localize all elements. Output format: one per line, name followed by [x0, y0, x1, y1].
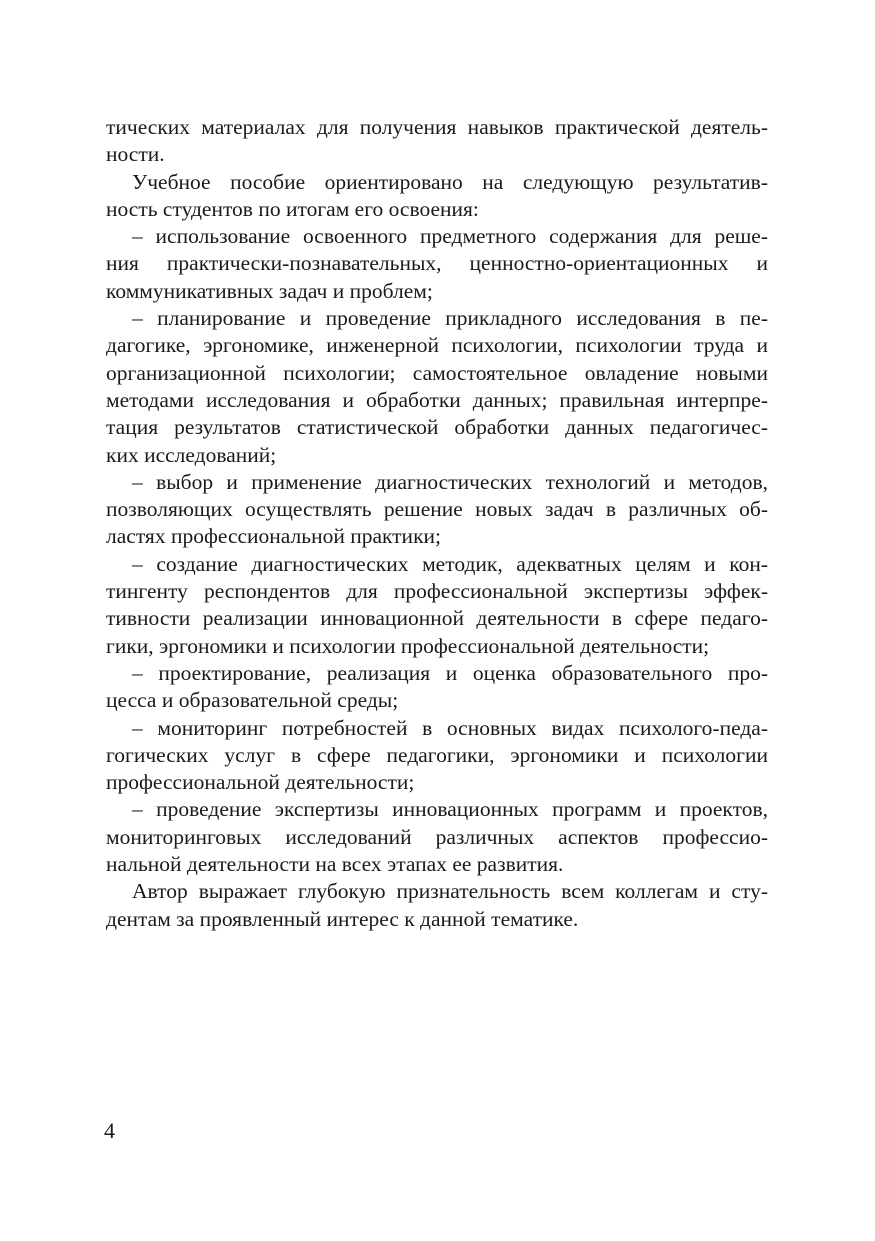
text-line: ности. [106, 142, 165, 167]
text-line: дентам за проявленный интерес к данной тематике. [106, 906, 579, 931]
text-line: – мониторинг потребностей в основных видах психолого-педа- [132, 715, 768, 740]
text-line: тивности реализации инновационной деятельности в сфере педаго- [106, 606, 768, 631]
text-line: дагогике, эргономике, инженерной психологии, психологии труда и [106, 333, 768, 358]
text-line: – проектирование, реализация и оценка образовательного про- [132, 660, 768, 685]
text-line: – использование освоенного предметного содержания для реше- [132, 224, 768, 249]
text-line: ких исследований; [106, 442, 277, 467]
text-line: Учебное пособие ориентировано на следующую результатив- [132, 169, 768, 194]
text-line: профессиональной деятельности; [106, 770, 415, 795]
text-line: – проведение экспертизы инновационных программ и проектов, [132, 797, 768, 822]
text-line: позволяющих осуществлять решение новых задач в различных об- [106, 497, 768, 522]
text-line: тация результатов статистической обработки данных педагогичес- [106, 415, 768, 440]
page-number: 4 [104, 1118, 115, 1143]
text-line: ность студентов по итогам его освоения: [106, 196, 479, 221]
text-line: Автор выражает глубокую признательность всем коллегам и сту- [132, 879, 768, 904]
text-line: ластях профессиональной практики; [106, 524, 441, 549]
text-line: – создание диагностических методик, адекватных целям и кон- [132, 551, 768, 576]
text-line: мониторинговых исследований различных аспектов профессио- [106, 824, 768, 849]
text-line: цесса и образовательной среды; [106, 688, 399, 713]
body-text [106, 114, 768, 933]
text-line: тингенту респондентов для профессиональной экспертизы эффек- [106, 579, 768, 604]
text-line: ния практически-познавательных, ценностно-ориентационных и [106, 251, 768, 276]
text-line: нальной деятельности на всех этапах ее развития. [106, 852, 564, 877]
text-line: гики, эргономики и психологии профессиональной деятельности; [106, 633, 710, 658]
text-line: организационной психологии; самостоятельное овладение новыми [106, 360, 768, 385]
text-line: коммуникативных задач и проблем; [106, 278, 433, 303]
text-line: – планирование и проведение прикладного исследования в пе- [132, 306, 768, 331]
text-line: – выбор и применение диагностических технологий и методов, [132, 469, 768, 494]
text-line: гогических услуг в сфере педагогики, эргономики и психологии [106, 742, 768, 767]
text-line: методами исследования и обработки данных; правильная интерпре- [106, 387, 768, 412]
text-line: тических материалах для получения навыков практической деятель- [106, 115, 768, 139]
